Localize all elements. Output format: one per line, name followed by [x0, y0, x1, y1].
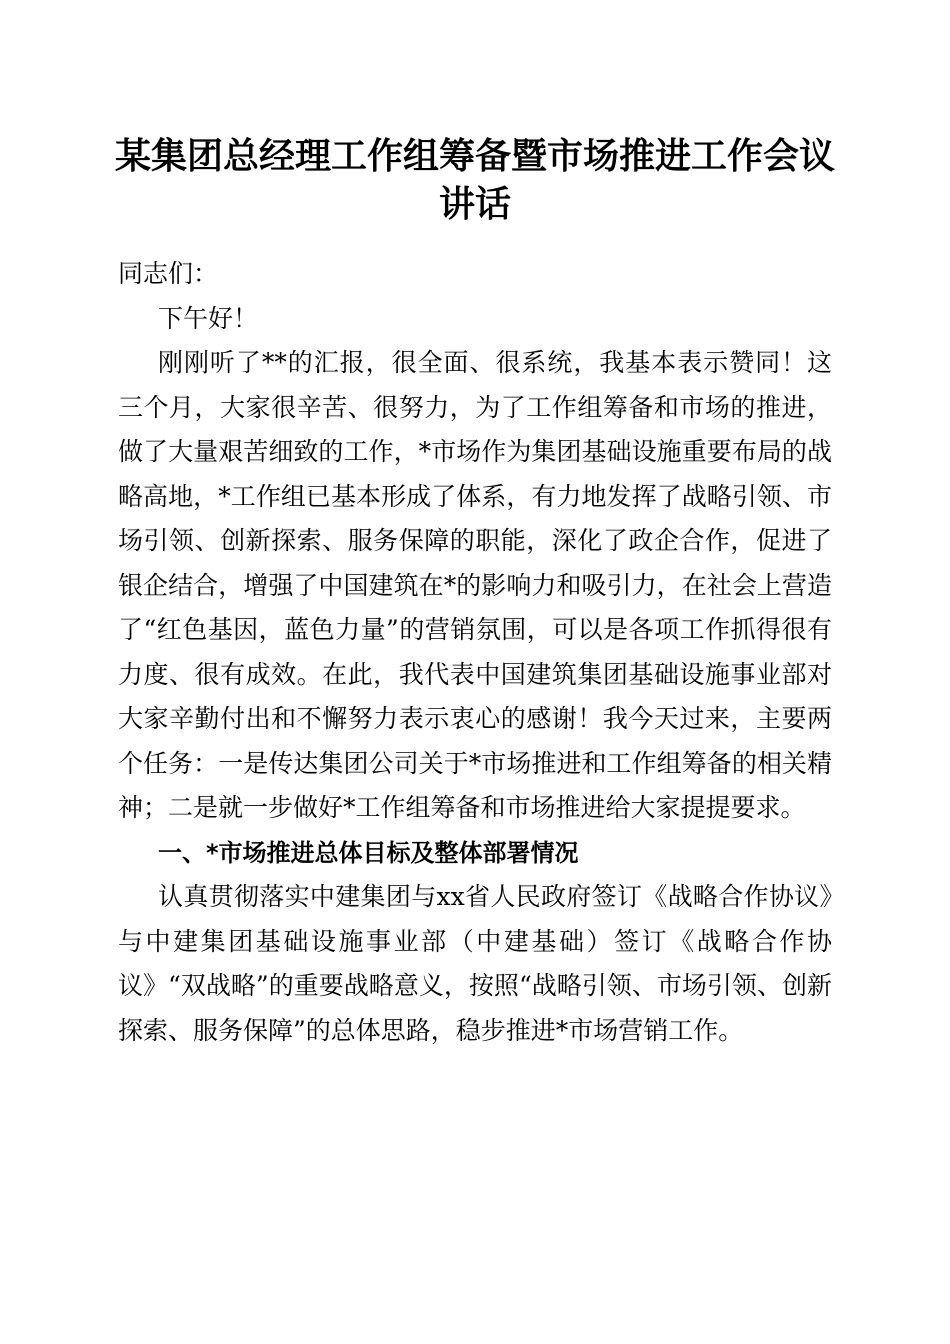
title-line-1: 某集团总经理工作组筹备暨市场推进工作会议: [114, 135, 835, 177]
document-title: [100, 132, 850, 228]
document-body: [118, 252, 832, 1053]
title-line-2: 讲话: [438, 183, 511, 225]
body-paragraph-2: 认真贯彻落实中建集团与xx省人民政府签订《战略合作协议》与中建集团基础设施事业部（中建基础）签订《战略合作协议》“双战略”的重要战略意义，按照“战略引领、市场引领、创新探索、服务保障”的总体思路，稳步推进*市场营销工作。: [118, 882, 832, 1045]
salutation: 同志们：: [118, 259, 219, 288]
greeting: 下午好！: [158, 303, 259, 333]
section-heading-1: 一、*市场推进总体目标及整体部署情况: [158, 838, 579, 867]
body-paragraph-1: 刚刚听了**的汇报，很全面、很系统，我基本表示赞同！这三个月，大家很辛苦、很努力，为了工作组筹备和市场的推进，做了大量艰苦细致的工作，*市场作为集团基础设施重要布局的战略高地，*工作组已基本形成了体系，有力地发挥了战略引领、市场引领、创新探索、服务保障的职能，深化了政企合作，促进了银企结合，增强了中国建筑在*的影响力和吸引力，在社会上营造了“红色基因，蓝色力量”的营销氛围，可以是各项工作抓得很有力度、很有成效。在此，我代表中国建筑集团基础设施事业部对大家辛勤付出和不懈努力表示衷心的感谢！我今天过来，主要两个任务：一是传达集团公司关于*市场推进和工作组筹备的相关精神；二是就一步做好*工作组筹备和市场推进给大家提提要求。: [118, 348, 832, 822]
